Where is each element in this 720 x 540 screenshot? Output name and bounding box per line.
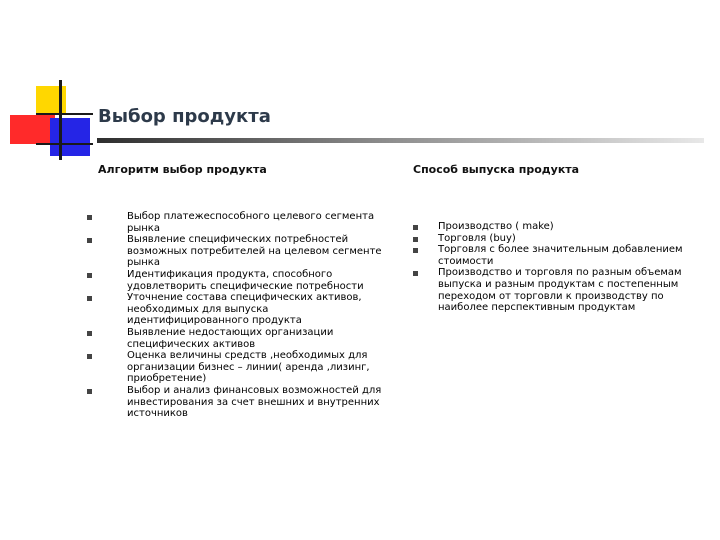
list-item-text: Производство и торговля по разным объемам выпуска и разным продуктам с постепенным переходом от торговли к производству по наиболее перспективным продуктам (438, 267, 682, 314)
list-item (83, 350, 383, 385)
bullet-square-icon (87, 296, 92, 301)
list-item-text: Уточнение состава специфических активов, необходимых для выпуска идентифицированного продукта (127, 292, 362, 327)
bullet-square-icon (87, 238, 92, 243)
list-item-text: Торговля (buy) (438, 232, 516, 244)
title-underline (97, 138, 704, 143)
list-item-text: Выбор и анализ финансовых возможностей для инвестирования за счет внешних и внутренних источников (127, 384, 382, 420)
list-item-text: Оценка величины средств ,необходимых для организации бизнес – линии( аренда ,лизинг, приобретение) (127, 350, 370, 385)
list-item-text: Выявление недостающих организации специфических активов (127, 326, 334, 350)
list-item (83, 211, 383, 234)
bullet-square-icon (413, 237, 418, 242)
left-column-heading: Алгоритм выбор продукта (98, 163, 267, 176)
list-item-text: Идентификация продукта, способного удовлетворить специфические потребности (127, 268, 364, 292)
bullet-square-icon (413, 248, 418, 253)
list-item (83, 234, 383, 269)
bullet-square-icon (413, 225, 418, 230)
decor-red-rectangle (10, 115, 55, 144)
production-method-list (410, 221, 706, 314)
bullet-square-icon (87, 215, 92, 220)
algorithm-list (83, 211, 383, 420)
bullet-square-icon (87, 331, 92, 336)
list-item (83, 292, 383, 327)
list-item-text: Торговля с более значительным добавлением стоимости (438, 244, 683, 267)
list-item (410, 267, 706, 313)
decor-blue-square (50, 118, 90, 156)
bullet-square-icon (87, 389, 92, 394)
decor-vertical-line (59, 80, 62, 160)
list-item (410, 244, 706, 267)
list-item (410, 221, 706, 233)
bullet-square-icon (87, 273, 92, 278)
bullet-square-icon (413, 271, 418, 276)
bullet-square-icon (87, 354, 92, 359)
list-item (410, 233, 706, 245)
list-item (83, 327, 383, 350)
list-item-text: Производство ( make) (438, 221, 554, 232)
list-item-text: Выбор платежеспособного целевого сегмента рынка (127, 211, 375, 234)
decor-horizontal-line-top (36, 113, 93, 115)
slide-title: Выбор продукта (98, 106, 271, 127)
decor-horizontal-line-bottom (36, 143, 93, 145)
list-item (83, 385, 383, 420)
list-item (83, 269, 383, 292)
right-column-heading: Способ выпуска продукта (413, 163, 580, 176)
list-item-text: Выявление специфических потребностей возможных потребителей на целевом сегменте рынка (127, 234, 382, 269)
